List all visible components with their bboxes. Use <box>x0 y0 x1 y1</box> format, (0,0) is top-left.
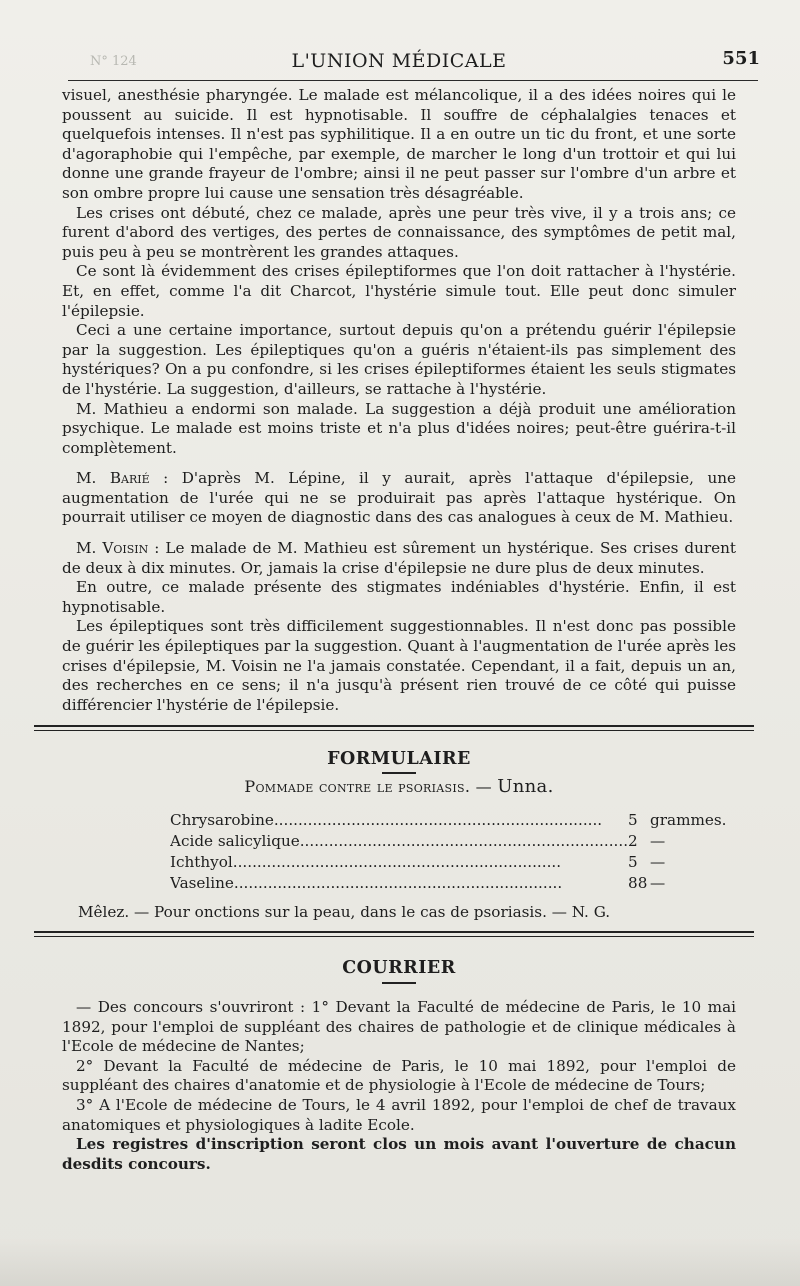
paragraph: visuel, anesthésie pharyngée. Le malade est mélancolique, il a des idées noires qui le poussent au suicide. Il est hypnotisable. Il souffre de céphalalgies tenaces et quelquefois intenses. Il n'est pas syphilitique. Il a en outre un tic du front, et une sorte d'agoraphobie qui l'empêche, par exemple, de marcher le long d'un trottoir et qui lui donne une grande frayeur de l'ombre; ainsi il ne peut passer sur l'ombre d'un arbre et son ombre propre lui cause une sensation très désagréable. <box>62 86 736 202</box>
ingredient-row <box>170 851 736 872</box>
recipe-dash: — <box>470 777 498 797</box>
ingredient-name: Acide salicylique.................................................................... <box>170 831 629 850</box>
ingredient-name: Ichthyol.................................................................... <box>170 852 562 871</box>
speaker-text: : Le malade de M. Mathieu est sûrement un hystérique. Ses crises durent de deux à dix minutes. Or, jamais la crise d'épilepsie ne dure plus de deux minutes. <box>62 539 737 577</box>
paragraph: Les épileptiques sont très difficilement suggestionnables. Il n'est donc pas possible de guérir les épileptiques par la suggestion. Quant à l'augmentation de l'urée après les crises d'épilepsie, M. Voisin ne l'a jamais constatée. Cependant, il a fait, depuis un an, des recherches en ce sens; il n'a jusqu'à présent rien trouvé de ce côté qui puisse différencier l'hystérie de l'épilepsie. <box>62 617 736 714</box>
paragraph: — Des concours s'ouvriront : 1° Devant la Faculté de médecine de Paris, le 10 mai 1892, pour l'emploi de suppléant des chaires de pathologie et de clinique médicales à l'Ecole de médecine de Nantes; <box>62 998 736 1056</box>
ingredient-unit: — <box>650 873 666 892</box>
speaker-name: M. Voisin <box>76 539 149 558</box>
ingredient-name: Chrysarobine.................................................................... <box>170 810 603 829</box>
ingredient-row <box>170 872 736 893</box>
paragraph: Les crises ont débuté, chez ce malade, après une peur très vive, il y a trois ans; ce furent d'abord des vertiges, des pertes de connaissance, des symptômes de petit mal, puis peu à peu se montrèrent les grandes attaques. <box>62 203 736 261</box>
ingredient-name: Vaseline.................................................................... <box>170 873 563 892</box>
title-underline <box>382 772 416 774</box>
ingredient-unit: — <box>650 852 666 871</box>
speaker-name: M. Barié <box>76 469 150 488</box>
section-title: FORMULAIRE <box>327 749 471 770</box>
ingredient-quantity: 5 <box>628 810 638 829</box>
paragraph: En outre, ce malade présente des stigmates indéniables d'hystérie. Enfin, il est hypnotisable. <box>62 578 736 616</box>
section-title: COURRIER <box>342 958 456 979</box>
header-rule <box>68 80 758 81</box>
paragraph: M. Mathieu a endormi son malade. La suggestion a déjà produit une amélioration psychique. Le malade est moins triste et n'a plus d'idées noires; peut-être guérira-t-il complètement. <box>62 399 736 457</box>
ingredient-quantity: 5 <box>628 852 638 871</box>
section-divider <box>34 931 754 937</box>
article-body <box>62 86 736 715</box>
speaker-text: : D'après M. Lépine, il y aurait, après l'attaque d'épilepsie, une augmentation de l'urée qui ne se produirait pas après l'attaque hystérique. On pourrait utiliser ce moyen de diagnostic dans des cas analogues à ceux de M. Mathieu. <box>62 469 736 527</box>
paragraph: Ce sont là évidemment des crises épileptiformes que l'on doit rattacher à l'hystérie. Et, en effet, comme l'a dit Charcot, l'hystérie simule tout. Elle peut donc simuler l'épilepsie. <box>62 262 736 320</box>
ingredient-quantity: 88 <box>628 873 648 892</box>
ingredients-table <box>170 809 736 893</box>
recipe-name: Pommade contre le psoriasis. <box>244 777 471 797</box>
running-head <box>62 0 760 86</box>
page-number: 551 <box>722 48 760 69</box>
recipe-note: Mêlez. — Pour onctions sur la peau, dans le cas de psoriasis. — N. G. <box>78 903 611 922</box>
recipe-author: Unna. <box>497 776 554 798</box>
formulaire-section <box>62 749 736 921</box>
ingredient-quantity: 2 <box>628 831 638 850</box>
ingredient-row <box>170 809 736 830</box>
paragraph-barie <box>62 469 736 528</box>
paragraph-voisin <box>62 539 736 578</box>
ingredient-unit: — <box>650 831 666 850</box>
ingredient-unit: grammes. <box>650 810 727 829</box>
courrier-section <box>62 959 736 1174</box>
page-bottom-edge <box>0 1238 800 1286</box>
paragraph: 2° Devant la Faculté de médecine de Paris, le 10 mai 1892, pour l'emploi de suppléant des chaires d'anatomie et de physiologie à l'Ecole de médecine de Tours; <box>62 1056 736 1095</box>
journal-title: L'UNION MÉDICALE <box>291 50 507 72</box>
section-divider <box>34 725 754 731</box>
paragraph: Les registres d'inscription seront clos un mois avant l'ouverture de chacun desdits concours. <box>62 1135 736 1173</box>
issue-number: N° 124 <box>90 54 137 69</box>
ingredient-row <box>170 830 736 851</box>
paragraph: Ceci a une certaine importance, surtout depuis qu'on a prétendu guérir l'épilepsie par la suggestion. Les épileptiques qu'on a guéris n'étaient-ils pas simplement des hystériques? On a pu confondre, si les crises épileptiformes étaient les seuls stigmates de l'hystérie. La suggestion, d'ailleurs, se rattache à l'hystérie. <box>62 321 736 398</box>
recipe-title <box>62 776 736 797</box>
title-underline <box>382 982 416 984</box>
paragraph: 3° A l'Ecole de médecine de Tours, le 4 avril 1892, pour l'emploi de chef de travaux anatomiques et physiologiques à ladite Ecole. <box>62 1095 736 1134</box>
